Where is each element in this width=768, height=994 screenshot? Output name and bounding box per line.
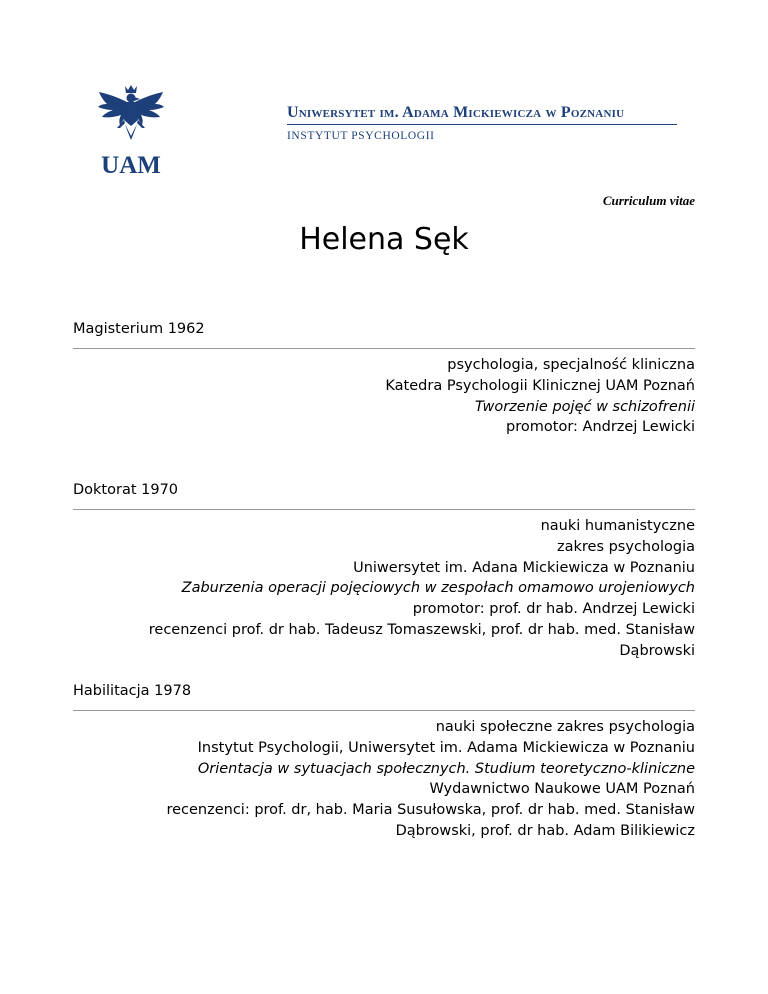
section-line: Dąbrowski bbox=[619, 642, 695, 659]
section-line: promotor: prof. dr hab. Andrzej Lewicki bbox=[412, 601, 695, 618]
section-heading: Doktorat 1970 bbox=[73, 482, 179, 498]
section-line: Uniwersytet im. Adana Mickiewicza w Poznaniu bbox=[353, 559, 695, 576]
section-line: nauki społeczne zakres psychologia bbox=[435, 719, 695, 735]
section-magisterium bbox=[73, 320, 695, 438]
section-divider bbox=[73, 710, 695, 711]
section-body bbox=[73, 717, 695, 842]
section-line: psychologia, specjalność kliniczna bbox=[447, 357, 695, 373]
thesis-title: Orientacja w sytuacjach społecznych. Studium teoretyczno-kliniczne bbox=[197, 760, 695, 777]
section-divider bbox=[73, 348, 695, 349]
header-rule bbox=[287, 124, 677, 125]
thesis-title: Tworzenie pojęć w schizofrenii bbox=[474, 398, 695, 415]
person-name: Helena Sęk bbox=[299, 222, 469, 257]
section-line: zakres psychologia bbox=[556, 538, 695, 555]
institute-name: INSTYTUT PSYCHOLOGII bbox=[287, 130, 435, 142]
section-line: Katedra Psychologii Klinicznej UAM Poznań bbox=[385, 377, 695, 394]
section-doktorat bbox=[73, 481, 695, 662]
cv-label: Curriculum vitae bbox=[602, 193, 695, 208]
university-name: Uniwersytet im. Adama Mickiewicza w Poznaniu bbox=[287, 104, 625, 121]
section-line: Instytut Psychologii, Uniwersytet im. Adama Mickiewicza w Poznaniu bbox=[197, 739, 695, 756]
section-body bbox=[73, 516, 695, 662]
section-line: promotor: Andrzej Lewicki bbox=[506, 419, 695, 436]
section-divider bbox=[73, 509, 695, 510]
section-line: recenzenci prof. dr hab. Tadeusz Tomaszewski, prof. dr hab. med. Stanisław bbox=[148, 621, 695, 638]
section-line: nauki humanistyczne bbox=[540, 518, 695, 534]
section-line: Dąbrowski, prof. dr hab. Adam Bilikiewicz bbox=[395, 822, 695, 839]
thesis-title: Zaburzenia operacji pojęciowych w zespołach omamowo urojeniowych bbox=[181, 580, 695, 597]
section-heading: Habilitacja 1978 bbox=[73, 683, 192, 699]
uam-logo bbox=[95, 82, 167, 178]
section-line: Wydawnictwo Naukowe UAM Poznań bbox=[429, 781, 695, 798]
section-line: recenzenci: prof. dr, hab. Maria Susułowska, prof. dr hab. med. Stanisław bbox=[166, 802, 695, 819]
logo-lettering: UAM bbox=[101, 152, 161, 178]
section-habilitacja bbox=[73, 682, 695, 842]
section-heading: Magisterium 1962 bbox=[73, 321, 205, 337]
section-body bbox=[73, 355, 695, 438]
